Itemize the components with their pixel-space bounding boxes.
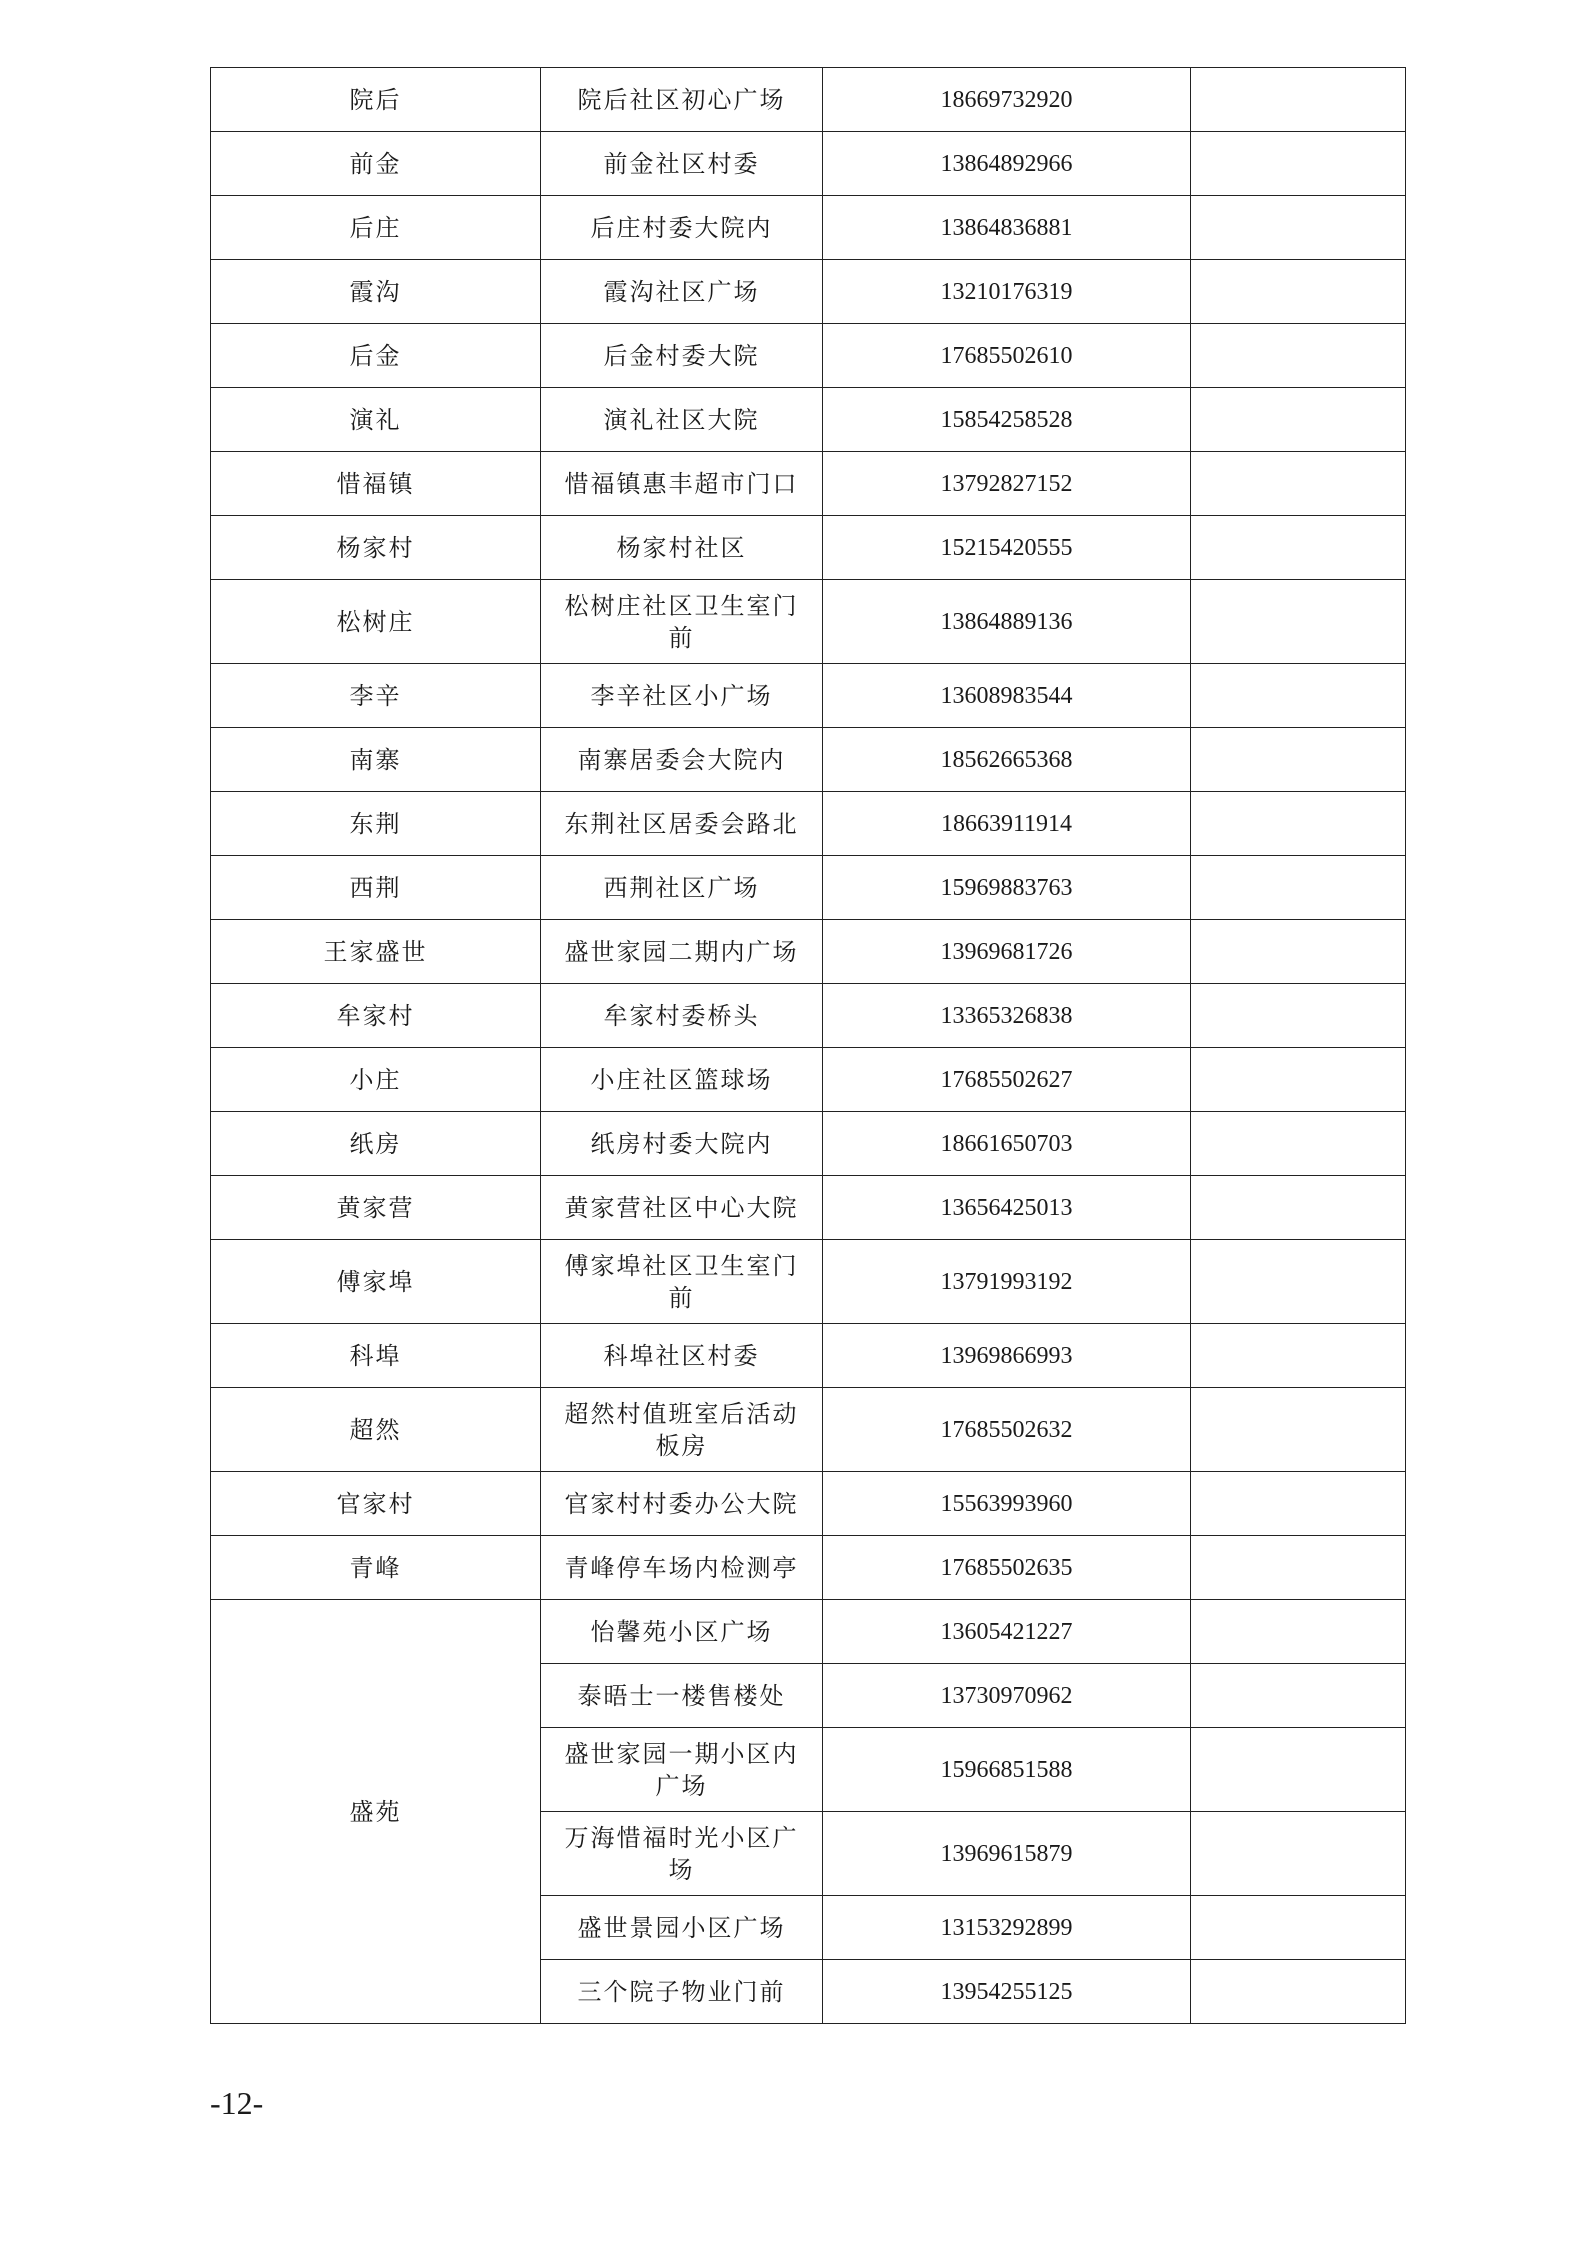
note-cell bbox=[1191, 68, 1406, 132]
area-cell: 盛苑 bbox=[211, 1600, 541, 2024]
table-row bbox=[211, 664, 1406, 728]
area-cell: 院后 bbox=[211, 68, 541, 132]
table-row bbox=[211, 196, 1406, 260]
note-cell bbox=[1191, 580, 1406, 664]
note-cell bbox=[1191, 1240, 1406, 1324]
location-cell: 盛世家园二期内广场 bbox=[541, 920, 823, 984]
note-cell bbox=[1191, 196, 1406, 260]
location-cell: 霞沟社区广场 bbox=[541, 260, 823, 324]
location-cell: 南寨居委会大院内 bbox=[541, 728, 823, 792]
location-cell: 前金社区村委 bbox=[541, 132, 823, 196]
area-cell: 前金 bbox=[211, 132, 541, 196]
note-cell bbox=[1191, 452, 1406, 516]
note-cell bbox=[1191, 132, 1406, 196]
phone-cell: 13791993192 bbox=[823, 1240, 1191, 1324]
location-cell: 西荆社区广场 bbox=[541, 856, 823, 920]
table-row bbox=[211, 132, 1406, 196]
area-cell: 傅家埠 bbox=[211, 1240, 541, 1324]
area-cell: 李辛 bbox=[211, 664, 541, 728]
location-cell: 超然村值班室后活动板房 bbox=[541, 1388, 823, 1472]
area-cell: 超然 bbox=[211, 1388, 541, 1472]
note-cell bbox=[1191, 664, 1406, 728]
location-cell: 惜福镇惠丰超市门口 bbox=[541, 452, 823, 516]
phone-cell: 13969615879 bbox=[823, 1812, 1191, 1896]
phone-cell: 13792827152 bbox=[823, 452, 1191, 516]
location-cell: 怡馨苑小区广场 bbox=[541, 1600, 823, 1664]
area-cell: 杨家村 bbox=[211, 516, 541, 580]
area-cell: 纸房 bbox=[211, 1112, 541, 1176]
note-cell bbox=[1191, 728, 1406, 792]
phone-cell: 17685502610 bbox=[823, 324, 1191, 388]
note-cell bbox=[1191, 324, 1406, 388]
table-row bbox=[211, 452, 1406, 516]
note-cell bbox=[1191, 388, 1406, 452]
phone-cell: 13730970962 bbox=[823, 1664, 1191, 1728]
location-cell: 科埠社区村委 bbox=[541, 1324, 823, 1388]
table-row bbox=[211, 1176, 1406, 1240]
area-cell: 后庄 bbox=[211, 196, 541, 260]
location-cell: 盛世景园小区广场 bbox=[541, 1896, 823, 1960]
location-cell: 三个院子物业门前 bbox=[541, 1960, 823, 2024]
table-row bbox=[211, 1388, 1406, 1472]
table-row bbox=[211, 728, 1406, 792]
note-cell bbox=[1191, 1728, 1406, 1812]
phone-cell: 13608983544 bbox=[823, 664, 1191, 728]
phone-cell: 13656425013 bbox=[823, 1176, 1191, 1240]
note-cell bbox=[1191, 1664, 1406, 1728]
testing-sites-table bbox=[210, 67, 1406, 2024]
area-cell: 黄家营 bbox=[211, 1176, 541, 1240]
table-row bbox=[211, 856, 1406, 920]
area-cell: 科埠 bbox=[211, 1324, 541, 1388]
phone-cell: 13210176319 bbox=[823, 260, 1191, 324]
table-row bbox=[211, 792, 1406, 856]
table-row bbox=[211, 1324, 1406, 1388]
location-cell: 后金村委大院 bbox=[541, 324, 823, 388]
location-cell: 李辛社区小广场 bbox=[541, 664, 823, 728]
note-cell bbox=[1191, 1600, 1406, 1664]
phone-cell: 13605421227 bbox=[823, 1600, 1191, 1664]
location-cell: 院后社区初心广场 bbox=[541, 68, 823, 132]
note-cell bbox=[1191, 1812, 1406, 1896]
table-row bbox=[211, 1472, 1406, 1536]
phone-cell: 15563993960 bbox=[823, 1472, 1191, 1536]
phone-cell: 13365326838 bbox=[823, 984, 1191, 1048]
note-cell bbox=[1191, 856, 1406, 920]
phone-cell: 15969883763 bbox=[823, 856, 1191, 920]
location-cell: 小庄社区篮球场 bbox=[541, 1048, 823, 1112]
area-cell: 牟家村 bbox=[211, 984, 541, 1048]
phone-cell: 15215420555 bbox=[823, 516, 1191, 580]
phone-cell: 13864889136 bbox=[823, 580, 1191, 664]
area-cell: 东荆 bbox=[211, 792, 541, 856]
area-cell: 松树庄 bbox=[211, 580, 541, 664]
phone-cell: 13969681726 bbox=[823, 920, 1191, 984]
location-cell: 盛世家园一期小区内广场 bbox=[541, 1728, 823, 1812]
phone-cell: 18661650703 bbox=[823, 1112, 1191, 1176]
location-cell: 青峰停车场内检测亭 bbox=[541, 1536, 823, 1600]
table-row bbox=[211, 516, 1406, 580]
note-cell bbox=[1191, 1536, 1406, 1600]
area-cell: 后金 bbox=[211, 324, 541, 388]
table-row bbox=[211, 324, 1406, 388]
note-cell bbox=[1191, 792, 1406, 856]
phone-cell: 18663911914 bbox=[823, 792, 1191, 856]
location-cell: 东荆社区居委会路北 bbox=[541, 792, 823, 856]
location-cell: 后庄村委大院内 bbox=[541, 196, 823, 260]
note-cell bbox=[1191, 516, 1406, 580]
note-cell bbox=[1191, 984, 1406, 1048]
location-cell: 傅家埠社区卫生室门前 bbox=[541, 1240, 823, 1324]
table-row bbox=[211, 388, 1406, 452]
area-cell: 西荆 bbox=[211, 856, 541, 920]
note-cell bbox=[1191, 1176, 1406, 1240]
location-cell: 黄家营社区中心大院 bbox=[541, 1176, 823, 1240]
phone-cell: 17685502635 bbox=[823, 1536, 1191, 1600]
area-cell: 官家村 bbox=[211, 1472, 541, 1536]
phone-cell: 18669732920 bbox=[823, 68, 1191, 132]
table-row bbox=[211, 920, 1406, 984]
table-row bbox=[211, 984, 1406, 1048]
location-cell: 演礼社区大院 bbox=[541, 388, 823, 452]
table-row bbox=[211, 1600, 1406, 1664]
area-cell: 演礼 bbox=[211, 388, 541, 452]
location-cell: 牟家村委桥头 bbox=[541, 984, 823, 1048]
table-row bbox=[211, 1112, 1406, 1176]
phone-cell: 17685502627 bbox=[823, 1048, 1191, 1112]
location-cell: 官家村村委办公大院 bbox=[541, 1472, 823, 1536]
area-cell: 王家盛世 bbox=[211, 920, 541, 984]
note-cell bbox=[1191, 1324, 1406, 1388]
phone-cell: 13864892966 bbox=[823, 132, 1191, 196]
note-cell bbox=[1191, 1048, 1406, 1112]
table-body bbox=[211, 68, 1406, 2024]
note-cell bbox=[1191, 1112, 1406, 1176]
page-number: -12- bbox=[210, 2085, 264, 2121]
phone-cell: 13969866993 bbox=[823, 1324, 1191, 1388]
area-cell: 青峰 bbox=[211, 1536, 541, 1600]
phone-cell: 13864836881 bbox=[823, 196, 1191, 260]
table-row bbox=[211, 260, 1406, 324]
location-cell: 杨家村社区 bbox=[541, 516, 823, 580]
table-row bbox=[211, 68, 1406, 132]
phone-cell: 13954255125 bbox=[823, 1960, 1191, 2024]
location-cell: 松树庄社区卫生室门前 bbox=[541, 580, 823, 664]
phone-cell: 13153292899 bbox=[823, 1896, 1191, 1960]
area-cell: 小庄 bbox=[211, 1048, 541, 1112]
table-row bbox=[211, 580, 1406, 664]
phone-cell: 15854258528 bbox=[823, 388, 1191, 452]
area-cell: 霞沟 bbox=[211, 260, 541, 324]
area-cell: 南寨 bbox=[211, 728, 541, 792]
phone-cell: 18562665368 bbox=[823, 728, 1191, 792]
table-row bbox=[211, 1536, 1406, 1600]
note-cell bbox=[1191, 1472, 1406, 1536]
location-cell: 纸房村委大院内 bbox=[541, 1112, 823, 1176]
note-cell bbox=[1191, 1960, 1406, 2024]
phone-cell: 15966851588 bbox=[823, 1728, 1191, 1812]
table-row bbox=[211, 1048, 1406, 1112]
table-row bbox=[211, 1240, 1406, 1324]
area-cell: 惜福镇 bbox=[211, 452, 541, 516]
location-cell: 泰晤士一楼售楼处 bbox=[541, 1664, 823, 1728]
location-cell: 万海惜福时光小区广场 bbox=[541, 1812, 823, 1896]
phone-cell: 17685502632 bbox=[823, 1388, 1191, 1472]
note-cell bbox=[1191, 1388, 1406, 1472]
note-cell bbox=[1191, 1896, 1406, 1960]
note-cell bbox=[1191, 920, 1406, 984]
note-cell bbox=[1191, 260, 1406, 324]
